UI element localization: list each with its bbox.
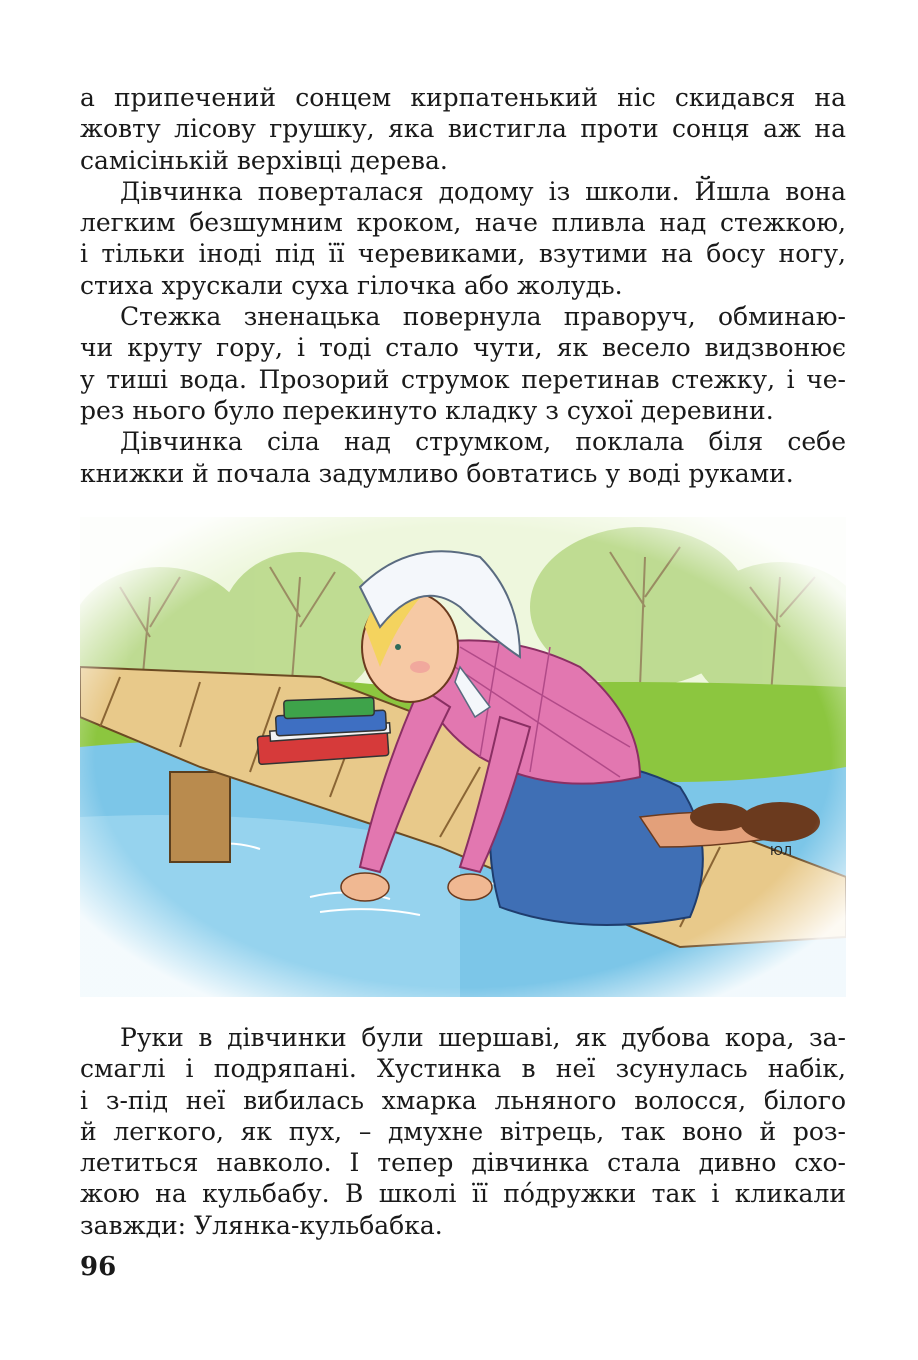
vignette xyxy=(80,517,846,997)
text-line: книжки й почала задумливо бовтатись у воді руками. xyxy=(80,458,794,488)
text-line: і тільки іноді під її черевиками, взутими на босу ногу, xyxy=(80,239,846,269)
illustration-girl-at-stream xyxy=(80,517,846,997)
text-line: Дівчинка поверталася додому із школи. Йшла вона xyxy=(120,176,846,206)
text-line: смаглі і подряпані. Хустинка в неї зсунулась набік, xyxy=(80,1054,846,1084)
page-number: 96 xyxy=(80,1252,117,1282)
text-line: жою на кульбабу. В школі її по́дружки так і кликали xyxy=(80,1179,846,1209)
paragraph xyxy=(80,301,846,426)
text-line: стиха хрускали суха гілочка або жолудь. xyxy=(80,270,623,300)
text-line: завжди: Улянка-кульбабка. xyxy=(80,1210,443,1240)
text-line: Стежка зненацька повернула праворуч, обминаю- xyxy=(120,302,846,332)
bottom-text-block xyxy=(80,1022,846,1241)
text-line: у тиші вода. Прозорий струмок перетинав стежку, і че- xyxy=(80,364,846,394)
top-text-block xyxy=(80,82,846,489)
paragraph xyxy=(80,426,846,489)
text-line: Руки в дівчинки були шершаві, як дубова кора, за- xyxy=(120,1023,846,1052)
text-line: чи круту гору, і тоді стало чути, як весело видзвонює xyxy=(80,333,846,363)
text-line: легким безшумним кроком, наче пливла над стежкою, xyxy=(80,208,846,238)
text-line: а припечений сонцем кирпатенький ніс скидався на xyxy=(80,83,846,112)
illustration-svg xyxy=(80,517,846,997)
text-line: летиться навколо. І тепер дівчинка стала дивно схо- xyxy=(80,1148,846,1178)
text-line: жовту лісову грушку, яка вистигла проти сонця аж на xyxy=(80,114,846,144)
paragraph xyxy=(80,176,846,301)
text-line: і з-під неї вибилась хмарка льняного волосся, білого xyxy=(80,1085,846,1115)
paragraph xyxy=(80,82,846,176)
text-line: рез нього було перекинуто кладку з сухої деревини. xyxy=(80,395,774,425)
text-line: й легкого, як пух, – дмухне вітрець, так воно й роз- xyxy=(80,1116,846,1146)
paragraph xyxy=(80,1022,846,1241)
text-line: Дівчинка сіла над струмком, поклала біля себе xyxy=(120,427,846,457)
text-line: самісінькій верхівці дерева. xyxy=(80,145,448,175)
